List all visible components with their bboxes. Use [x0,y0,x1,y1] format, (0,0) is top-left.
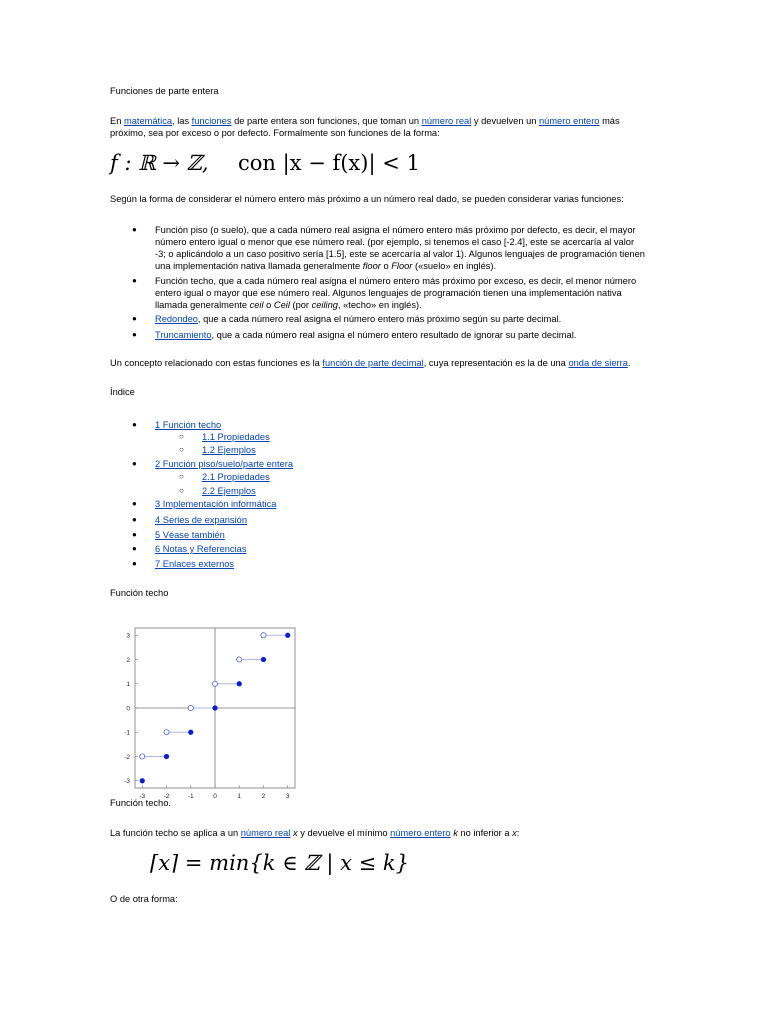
bullet-dot: ● [132,314,137,323]
closed-point [212,705,217,710]
open-point [188,705,193,710]
bullet-truncamiento [155,329,645,341]
y-tick-label: -1 [124,729,130,737]
text: o [263,300,274,310]
link-matematica[interactable]: matemática [123,116,173,126]
text-italic: x [512,828,517,838]
x-tick-label: 3 [285,793,290,800]
toc-link-2-2[interactable]: 2.2 Ejemplos [202,486,256,496]
link-truncamiento[interactable]: Truncamiento [155,330,212,340]
text: En [110,116,124,126]
bullet-dot: ● [132,499,137,508]
closed-point [164,754,169,759]
bullet-dot: ● [132,225,137,234]
formula-ceil: ⌈x⌉ = min{k ∈ ℤ | x ≤ k} [150,851,409,875]
link-numero-real-2[interactable]: número real [240,828,291,838]
text: y devuelve el mínimo [297,828,391,838]
x-tick-label: 1 [237,793,242,800]
text: y devuelven un [471,116,540,126]
y-tick-label: 0 [126,705,130,713]
text-italic: k [453,828,458,838]
toc-link-4[interactable]: 4 Series de expansión [155,515,247,525]
circle-bullet: ○ [179,432,184,441]
text: más próximo, sea por exceso o por defecto. Formalmente son funciones de la forma: [110,116,620,138]
paragraph-functions-intro: Según la forma de considerar el número entero más próximo a un número real dado, se pueden considerar varias funciones: [110,194,624,204]
text-italic: ceiling [311,300,338,310]
text-italic: ceil [249,300,264,310]
toc-link-1-1[interactable]: 1.1 Propiedades [202,432,270,442]
y-tick-label: -3 [124,778,130,786]
text-italic: Ceil [273,300,290,310]
circle-bullet: ○ [179,486,184,495]
toc-link-7[interactable]: 7 Enlaces externos [155,559,235,569]
toc-link-1[interactable]: 1 Función techo [155,420,222,430]
page-heading: Funciones de parte entera [110,86,219,96]
bullet-dot: ● [132,544,137,553]
text: , que a cada número real asigna el número entero más próximo según su parte decimal. [197,314,562,324]
section-title-funcion-techo: Función techo [110,588,169,598]
text: , cuya representación es la de una [423,358,569,368]
x-tick-label: -2 [163,793,170,800]
bullet-dot: ● [132,330,137,339]
paragraph-related-concept [110,357,670,369]
toc-link-3[interactable]: 3 Implementación informática [155,499,277,509]
y-tick-label: 2 [126,656,130,664]
closed-point [261,657,266,662]
formula-definition-left: f : ℝ → ℤ, [110,151,209,175]
open-point [140,754,145,759]
y-tick-label: 1 [126,681,130,689]
text: , las [172,116,192,126]
bullet-dot: ● [132,515,137,524]
link-funcion-parte-decimal[interactable]: función de parte decimal [322,358,424,368]
y-tick-label: 3 [126,632,130,640]
text: («suelo» en inglés). [412,261,497,271]
text: o [380,261,392,271]
ceiling-function-chart [115,620,300,800]
bullet-redondeo [155,313,645,325]
closed-point [188,730,193,735]
bullet-dot: ● [132,530,137,539]
x-tick-label: -1 [187,793,194,800]
text-italic: floor [362,261,381,271]
link-numero-entero[interactable]: número entero [539,116,600,126]
link-onda-de-sierra[interactable]: onda de sierra [568,358,628,368]
text: La función techo se aplica a un [110,828,241,838]
bullet-dot: ● [132,420,137,429]
link-numero-entero-2[interactable]: número entero [390,828,451,838]
toc-link-5[interactable]: 5 Véase también [155,530,225,540]
y-tick-label: -2 [124,753,130,761]
text: (por [289,300,312,310]
circle-bullet: ○ [179,445,184,454]
text: Un concepto relacionado con estas funciones es la [110,358,323,368]
text: Función piso (o suelo), que a cada número real asigna el número entero más próximo por defecto, es decir, el mayor número entero igual o menor que ese número real. (por ejemplo, si tenemos el caso [-2.4], este se acercaría al valor -3; o aplicándolo a un caso positivo sería [1.5], este se acercaría al valor 1). Algunos lenguajes de programación tienen una implementación nativa llamada generalmente [155,225,645,271]
link-numero-real[interactable]: número real [421,116,472,126]
x-tick-label: -3 [139,793,146,800]
bullet-floor [155,224,645,272]
formula-definition-right: con |x − f(x)| < 1 [238,151,420,175]
toc-link-1-2[interactable]: 1.2 Ejemplos [202,445,256,455]
bullet-dot: ● [132,459,137,468]
paragraph-other-form: O de otra forma: [110,894,178,904]
open-point [212,681,217,686]
link-funciones[interactable]: funciones [191,116,232,126]
text: de parte entera son funciones, que toman un [231,116,422,126]
closed-point [140,778,145,783]
bullet-ceil [155,275,645,311]
toc-link-2-1[interactable]: 2.1 Propiedades [202,472,270,482]
text: . [627,358,631,368]
paragraph-ceil-definition [110,827,670,839]
intro-paragraph [110,115,640,139]
text-italic: x [292,828,298,838]
open-point [261,633,266,638]
text-italic: Floor [391,261,413,271]
text: no inferior a [457,828,513,838]
toc-link-2[interactable]: 2 Función piso/suelo/parte entera [155,459,293,469]
closed-point [285,633,290,638]
open-point [164,730,169,735]
figure-caption: Función techo. [110,798,171,808]
x-tick-label: 2 [261,793,266,800]
x-tick-label: 0 [213,793,217,800]
text: : [516,828,520,838]
text: , «techo» en inglés). [337,300,422,310]
circle-bullet: ○ [179,472,184,481]
bullet-dot: ● [132,559,137,568]
closed-point [237,681,242,686]
open-point [237,657,242,662]
toc-title: Índice [110,387,135,397]
link-redondeo[interactable]: Redondeo [155,314,198,324]
text: Función techo, que a cada número real asigna el número entero más próximo por exceso, es decir, el menor número entero igual o mayor que ese número real. Algunos lenguajes de programación tienen una implementación nativa llamada generalmente [155,276,637,310]
toc-link-6[interactable]: 6 Notas y Referencias [155,544,247,554]
text: , que a cada número real asigna el número entero resultado de ignorar su parte decimal. [211,330,577,340]
bullet-dot: ● [132,276,137,285]
